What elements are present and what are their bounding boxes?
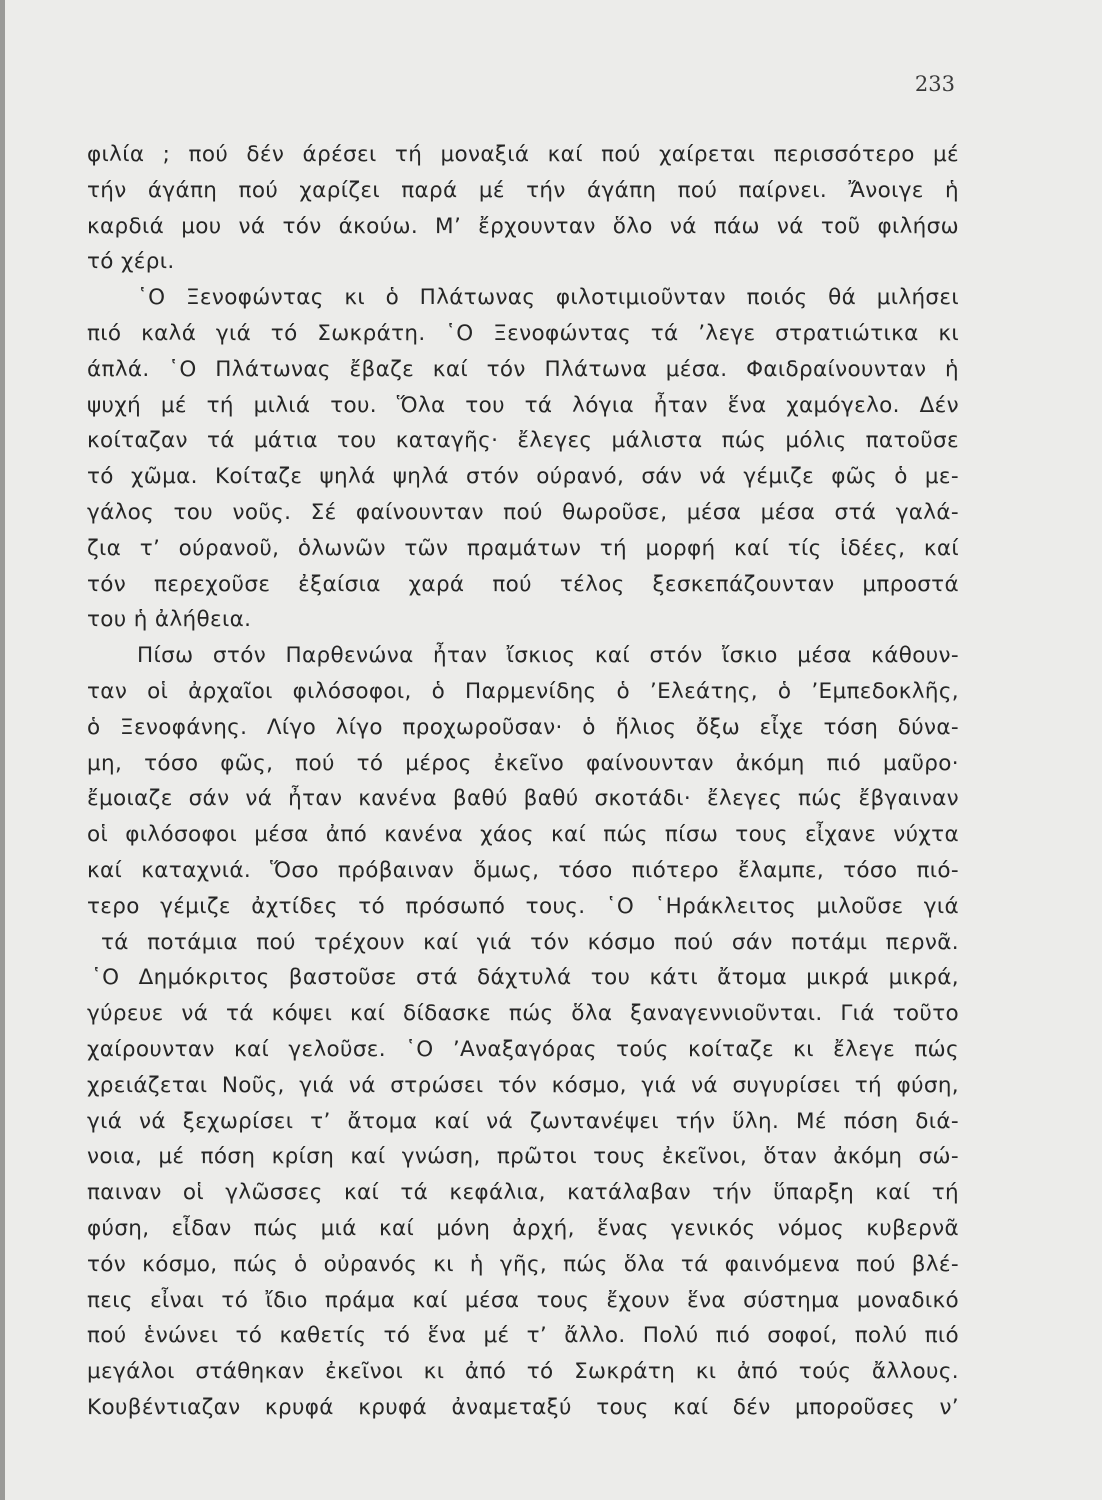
- text-line: ἔμοιαζε σάν νά ἦταν κανένα βαθύ βαθύ σκοτάδι· ἔλεγες πώς ἔβγαιναν: [87, 786, 959, 812]
- text-line: τερο γέμιζε ἀχτίδες τό πρόσωπό τους. ῾Ο ῾Ηράκλειτος μιλοῦσε γιά: [87, 893, 959, 919]
- text-line: φύση, εἶδαν πώς μιά καί μόνη ἀρχή, ἕνας γενικός νόμος κυβερνᾶ: [87, 1215, 959, 1241]
- text-line: πιό καλά γιά τό Σωκράτη. ῾Ο Ξενοφώντας τά ’λεγε στρατιώτικα κι: [87, 320, 959, 346]
- book-page: [5, 0, 1102, 1500]
- text-line: Κουβέντιαζαν κρυφά κρυφά ἀναμεταξύ τους καί δέν μποροῦσες ν’: [87, 1394, 959, 1420]
- text-line: τό χῶμα. Κοίταζε ψηλά ψηλά στόν ούρανό, σάν νά γέμιζε φῶς ὁ με-: [87, 464, 959, 490]
- text-line: άπλά. ῾Ο Πλάτωνας ἔβαζε καί τόν Πλάτωνα μέσα. Φαιδραίνουνταν ἡ: [87, 356, 959, 382]
- text-line: οἱ φιλόσοφοι μέσα ἀπό κανένα χάος καί πώς πίσω τους εἶχανε νύχτα: [87, 822, 959, 848]
- text-line: τά ποτάμια πού τρέχουν καί γιά τόν κόσμο πού σάν ποτάμι περνᾶ.: [101, 929, 959, 955]
- text-line: πεις εἶναι τό ἴδιο πράμα καί μέσα τους ἔχουν ἕνα σύστημα μοναδικό: [87, 1287, 959, 1313]
- text-line: τόν περεχοῦσε ἐξαίσια χαρά πού τέλος ξεσκεπάζουνταν μπροστά: [87, 571, 959, 597]
- text-line: χρειάζεται Νοῦς, γιά νά στρώσει τόν κόσμο, γιά νά συγυρίσει τή φύση,: [87, 1072, 959, 1098]
- text-line: μεγάλοι στάθηκαν ἐκεῖνοι κι ἀπό τό Σωκράτη κι ἀπό τούς ἄλλους.: [87, 1359, 959, 1385]
- paragraph-first-line: ῾Ο Δημόκριτος βαστοῦσε στά δάχτυλά του κάτι ἄτομα μικρά μικρά,: [91, 965, 959, 991]
- paragraph-first-line: Πίσω στόν Παρθενώνα ἦταν ἴσκιος καί στόν ἴσκιο μέσα κάθουν-: [137, 643, 959, 669]
- text-line: ὁ Ξενοφάνης. Λίγο λίγο προχωροῦσαν· ὁ ἥλιος ὄξω εἶχε τόση δύνα-: [87, 714, 959, 740]
- text-line: γύρευε νά τά κόψει καί δίδασκε πώς ὅλα ξαναγεννιοῦνται. Γιά τοῦτο: [87, 1001, 959, 1027]
- text-line: φιλία ; πού δέν άρέσει τή μοναξιά καί πού χαίρεται περισσότερο μέ: [87, 142, 959, 167]
- text-line: τόν κόσμο, πώς ὁ οὐρανός κι ἡ γῆς, πώς ὅλα τά φαινόμενα πού βλέ-: [87, 1251, 959, 1277]
- text-line: παιναν οἱ γλῶσσες καί τά κεφάλια, κατάλαβαν τήν ὕπαρξη καί τή: [87, 1180, 959, 1206]
- text-line: καρδιά μου νά τόν άκούω. Μ’ ἔρχουνταν ὅλο νά πάω νά τοῦ φιλήσω: [87, 213, 959, 239]
- text-line: κοίταζαν τά μάτια του καταγῆς· ἔλεγες μάλιστα πώς μόλις πατοῦσε: [87, 428, 959, 454]
- paragraph-first-line: ῾Ο Ξενοφώντας κι ὁ Πλάτωνας φιλοτιμιοῦνταν ποιός θά μιλήσει: [137, 285, 959, 311]
- text-line: ψυχή μέ τή μιλιά του. Ὅλα του τά λόγια ἦταν ἕνα χαμόγελο. Δέν: [87, 392, 959, 418]
- body-text: [87, 137, 959, 1426]
- text-line: ζια τ’ ούρανοῦ, ὁλωνῶν τῶν πραμάτων τή μορφή καί τίς ἰδέες, καί: [87, 535, 959, 561]
- text-line: τήν άγάπη πού χαρίζει παρά μέ τήν άγάπη πού παίρνει. Ἄνοιγε ἡ: [87, 177, 959, 203]
- text-line: μη, τόσο φῶς, πού τό μέρος ἐκεῖνο φαίνουνταν ἀκόμη πιό μαῦρο·: [87, 750, 959, 776]
- text-line: νοια, μέ πόση κρίση καί γνώση, πρῶτοι τους ἐκεῖνοι, ὅταν ἀκόμη σώ-: [87, 1144, 959, 1170]
- text-line: καί καταχνιά. Ὅσο πρόβαιναν ὅμως, τόσο πιότερο ἔλαμπε, τόσο πιό-: [87, 857, 959, 883]
- text-line: χαίρουνταν καί γελοῦσε. ῾Ο ’Αναξαγόρας τούς κοίταζε κι ἔλεγε πώς: [87, 1036, 959, 1062]
- text-line: γάλος του νοῦς. Σέ φαίνουνταν πού θωροῦσε, μέσα μέσα στά γαλά-: [87, 499, 959, 525]
- text-line: τό χέρι.: [87, 249, 175, 275]
- text-line: του ἡ ἀλήθεια.: [87, 607, 252, 633]
- text-line: πού ἑνώνει τό καθετίς τό ἕνα μέ τ’ ἄλλο. Πολύ πιό σοφοί, πολύ πιό: [87, 1323, 959, 1349]
- page-number: 233: [914, 72, 955, 96]
- text-line: ταν οἱ ἀρχαῖοι φιλόσοφοι, ὁ Παρμενίδης ὁ ’Ελεάτης, ὁ ’Εμπεδοκλῆς,: [87, 678, 959, 704]
- text-line: γιά νά ξεχωρίσει τ’ ἄτομα καί νά ζωντανέψει τήν ὕλη. Μέ πόση διά-: [87, 1108, 959, 1134]
